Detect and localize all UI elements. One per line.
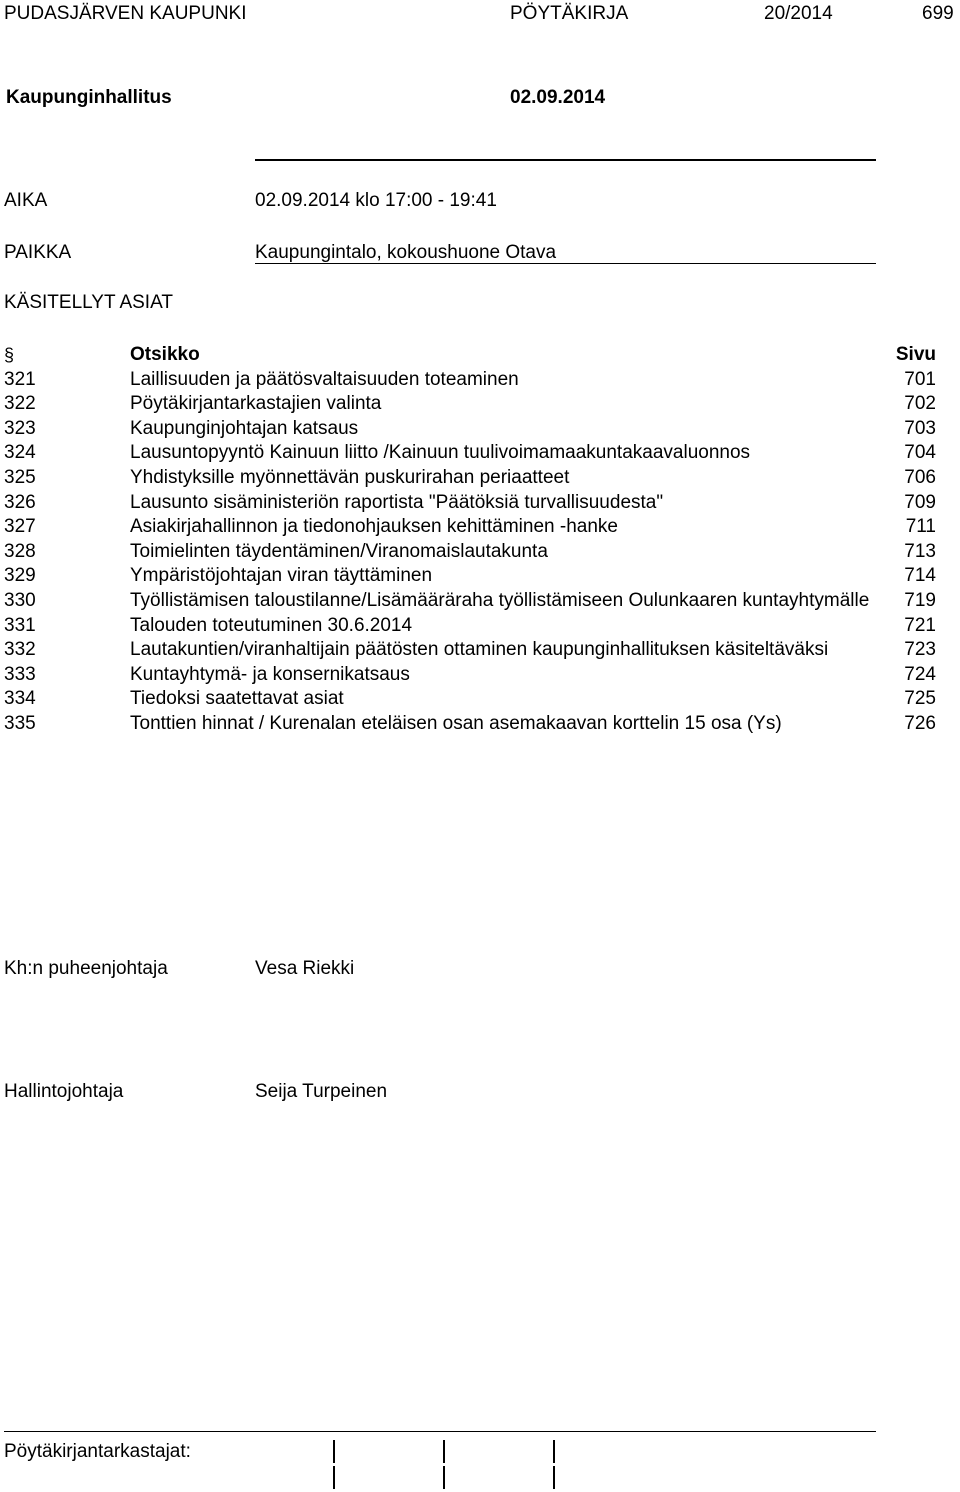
- reviewers-label: Pöytäkirjantarkastajat:: [4, 1441, 191, 1462]
- signature-box-separator: [443, 1466, 445, 1489]
- item-title: Kaupunginjohtajan katsaus: [130, 417, 359, 439]
- handled-heading: KÄSITELLYT ASIAT: [4, 292, 173, 313]
- table-row: [4, 417, 936, 442]
- table-row: [4, 392, 936, 417]
- item-page: 725: [904, 688, 936, 710]
- signature-box-separator: [443, 1440, 445, 1463]
- item-title: Laillisuuden ja päätösvaltaisuuden toteaminen: [130, 368, 519, 390]
- signature-box-separator: [333, 1466, 335, 1489]
- table-row: [4, 638, 936, 663]
- signature-box-separator: [553, 1466, 555, 1489]
- table-body: [4, 368, 936, 737]
- item-number: 332: [4, 639, 36, 661]
- item-page: 719: [904, 589, 936, 611]
- item-number: 331: [4, 614, 36, 636]
- signature-box-separator: [333, 1440, 335, 1463]
- item-page: 704: [904, 442, 936, 464]
- footer-divider: [4, 1431, 876, 1432]
- item-title: Tonttien hinnat / Kurenalan eteläisen osan asemakaavan korttelin 15 osa (Ys): [130, 712, 782, 734]
- handled-items-table: [4, 343, 936, 737]
- item-page: 701: [904, 368, 936, 390]
- chair-label: Kh:n puheenjohtaja: [4, 958, 168, 979]
- item-page: 706: [904, 466, 936, 488]
- table-row: [4, 712, 936, 737]
- item-page: 724: [904, 663, 936, 685]
- item-page: 723: [904, 639, 936, 661]
- item-number: 326: [4, 491, 36, 513]
- place-value: Kaupungintalo, kokoushuone Otava: [255, 242, 557, 263]
- item-number: 333: [4, 663, 36, 685]
- item-number: 328: [4, 540, 36, 562]
- item-page: 709: [904, 491, 936, 513]
- table-row: [4, 589, 936, 614]
- meeting-body: Kaupunginhallitus: [6, 87, 172, 108]
- item-page: 714: [904, 565, 936, 587]
- item-title: Lausunto sisäministeriön raportista "Päätöksiä turvallisuudesta": [130, 491, 664, 513]
- director-name: Seija Turpeinen: [255, 1081, 388, 1102]
- item-title: Asiakirjahallinnon ja tiedonohjauksen kehittäminen -hanke: [130, 516, 618, 538]
- director-label: Hallintojohtaja: [4, 1081, 124, 1102]
- chair-name: Vesa Riekki: [255, 958, 355, 979]
- item-number: 324: [4, 442, 36, 464]
- meeting-date: 02.09.2014: [510, 87, 606, 108]
- table-row: [4, 540, 936, 565]
- item-number: 329: [4, 565, 36, 587]
- table-row: [4, 564, 936, 589]
- document-number: 20/2014: [764, 3, 833, 24]
- item-number: 321: [4, 368, 36, 390]
- table-row: [4, 614, 936, 639]
- place-underline: [255, 263, 876, 264]
- item-number: 335: [4, 712, 36, 734]
- item-number: 334: [4, 688, 36, 710]
- item-title: Kuntayhtymä- ja konsernikatsaus: [130, 663, 410, 685]
- item-title: Toimielinten täydentäminen/Viranomaislautakunta: [130, 540, 548, 562]
- item-number: 327: [4, 516, 36, 538]
- table-row: [4, 687, 936, 712]
- item-title: Lautakuntien/viranhaltijain päätösten ottaminen kaupunginhallituksen käsiteltäväksi: [130, 639, 829, 661]
- organization-name: PUDASJÄRVEN KAUPUNKI: [4, 3, 247, 24]
- item-title: Pöytäkirjantarkastajien valinta: [130, 393, 382, 415]
- table-row: [4, 663, 936, 688]
- signature-box-separator: [553, 1440, 555, 1463]
- place-label: PAIKKA: [4, 242, 72, 263]
- item-title: Lausuntopyyntö Kainuun liitto /Kainuun tuulivoimamaakuntakaavaluonnos: [130, 442, 751, 464]
- item-number: 325: [4, 466, 36, 488]
- item-number: 330: [4, 589, 36, 611]
- page-number: 699: [922, 3, 954, 24]
- table-row: [4, 441, 936, 466]
- paragraph-sign-header: §: [4, 345, 15, 365]
- table-row: [4, 515, 936, 540]
- table-header-row: [4, 343, 936, 368]
- time-label: AIKA: [4, 190, 48, 211]
- item-page: 713: [904, 540, 936, 562]
- time-value: 02.09.2014 klo 17:00 - 19:41: [255, 190, 497, 211]
- item-page: 702: [904, 393, 936, 415]
- item-title: Ympäristöjohtajan viran täyttäminen: [130, 565, 433, 587]
- item-page: 711: [905, 516, 936, 538]
- item-page: 721: [904, 614, 936, 636]
- item-title: Tiedoksi saatettavat asiat: [130, 688, 344, 710]
- title-column-header: Otsikko: [130, 344, 200, 365]
- item-title: Yhdistyksille myönnettävän puskurirahan periaatteet: [130, 466, 570, 488]
- item-page: 726: [904, 712, 936, 734]
- table-row: [4, 491, 936, 516]
- table-row: [4, 368, 936, 393]
- item-title: Talouden toteutuminen 30.6.2014: [130, 614, 413, 636]
- header-divider: [255, 159, 876, 161]
- document-type: PÖYTÄKIRJA: [510, 3, 629, 24]
- page-column-header: Sivu: [895, 344, 936, 365]
- item-title: Työllistämisen taloustilanne/Lisämääräraha työllistämiseen Oulunkaaren kuntayhtymälle: [130, 589, 870, 611]
- item-number: 323: [4, 417, 36, 439]
- item-page: 703: [904, 417, 936, 439]
- item-number: 322: [4, 393, 36, 415]
- table-row: [4, 466, 936, 491]
